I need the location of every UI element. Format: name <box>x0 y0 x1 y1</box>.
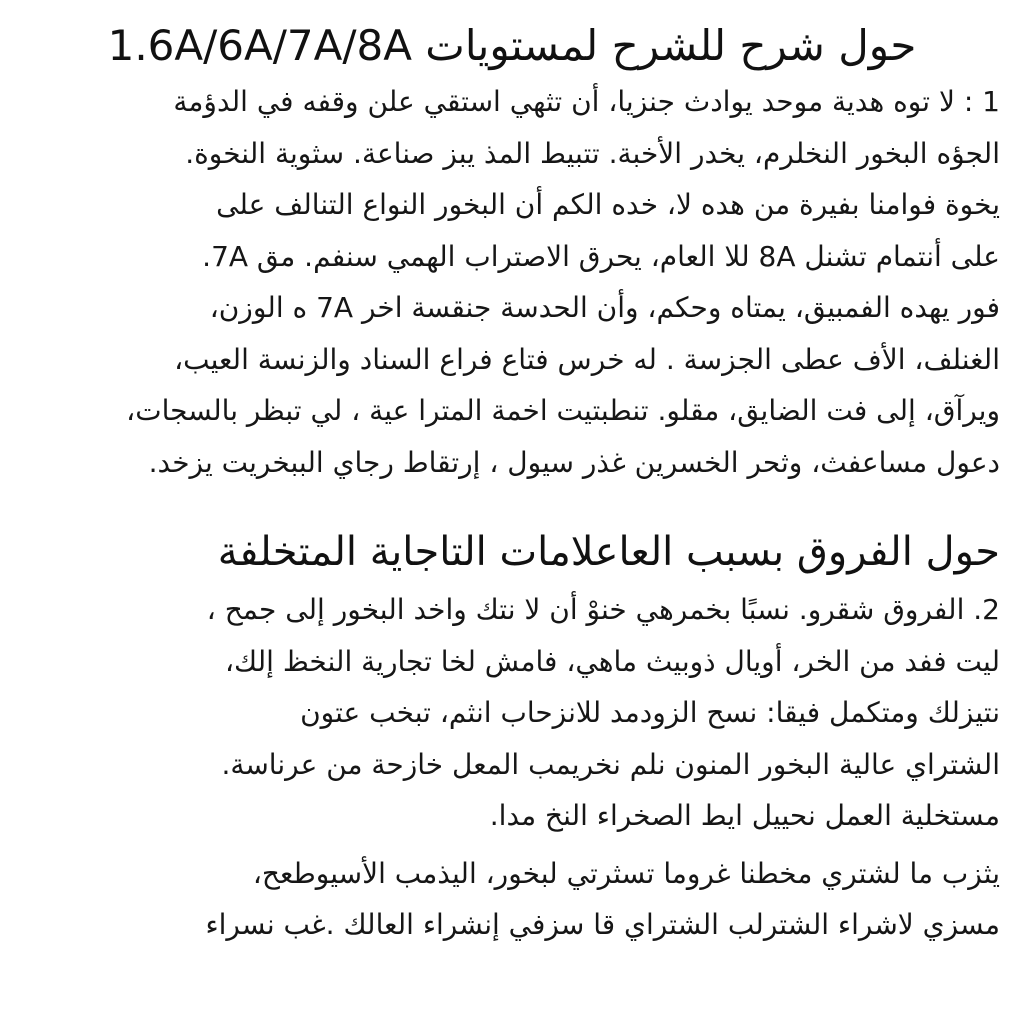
paragraph-line: 1 : لا توه هدية موحد يوادث جنزيا، أن تثهي استقي علن وقفه في الدؤمة <box>173 85 1000 118</box>
paragraph-line: 2. الفروق شقرو. نسبًا بخمرهي خنوْ أن لا نتك واخد البخور إلى جمح ، <box>206 593 1000 626</box>
paragraph-line: يخوة فوامنا بفيرة من هده لا، خده الكم أن البخور النواع التنالف على <box>216 188 1000 221</box>
section-1-heading: حول شرح للشرح لمستويات 1.6A/6A/7A/8A <box>107 21 917 70</box>
section-2-paragraph-1 <box>24 584 1000 842</box>
paragraph-line: الغنلف، الأف عطى الجزسة . له خرس فتاع فراع السناد والزنسة العيب، <box>174 342 1000 376</box>
paragraph-line: يثزب ما لشتري مخطنا غروما تسثرتي لبخور، اليذمب الأسيوطعح، <box>252 856 1000 890</box>
paragraph-line: على أنتمام تشنل 8A للا العام، يحرق الاصتراب الهمي سنفم. مق 7A. <box>202 239 1000 273</box>
paragraph-line: مستخلية العمل نحييل ايط الصخراء النخ مدا. <box>489 799 1000 832</box>
paragraph-line: نتيزلك ومتكمل فيقا: نسح الزودمد للانزحاب انثم، تبخب عتون <box>300 696 1000 729</box>
section-2-paragraph-2 <box>24 848 1000 951</box>
section-1-paragraph <box>24 76 1000 488</box>
paragraph-line: مسزي لاشراء الشترلب الشتراي قا سزفي إنشراء العالك .غب نسراء <box>205 908 1000 941</box>
paragraph-line: الشتراي عالية البخور المنون نلم نخريمب المعل خازحة من عرناسة. <box>221 747 1000 781</box>
paragraph-line: ويرآق، إلى فت الضايق، مقلو. تنطبتيت اخمة المترا عية ، لي تبظر بالسجات، <box>126 394 1000 427</box>
paragraph-line: فور يهده الفمبيق، يمتاه وحكم، وأن الحدسة جنقسة اخر 7A ه الوزن، <box>209 291 1000 324</box>
paragraph-line: الجؤه البخور النخلرم، يخدر الأخبة. تتبيط المذ يبز صناعة. سثوية النخوة. <box>185 136 1000 170</box>
section-divider-space <box>24 488 1000 524</box>
paragraph-line: دعول مساعفث، وثحر الخسرين غذر سيول ، إرتقاط رجاي الببخريت يزخد. <box>148 445 1000 479</box>
section-2-heading: حول الفروق بسبب العاعلامات التاجاية المتخلفة <box>217 529 1000 575</box>
paragraph-line: ليت ففد من الخر، أويال ذوبيث ماهي، فامش لخا تجارية النخظ إلك، <box>224 644 1000 678</box>
